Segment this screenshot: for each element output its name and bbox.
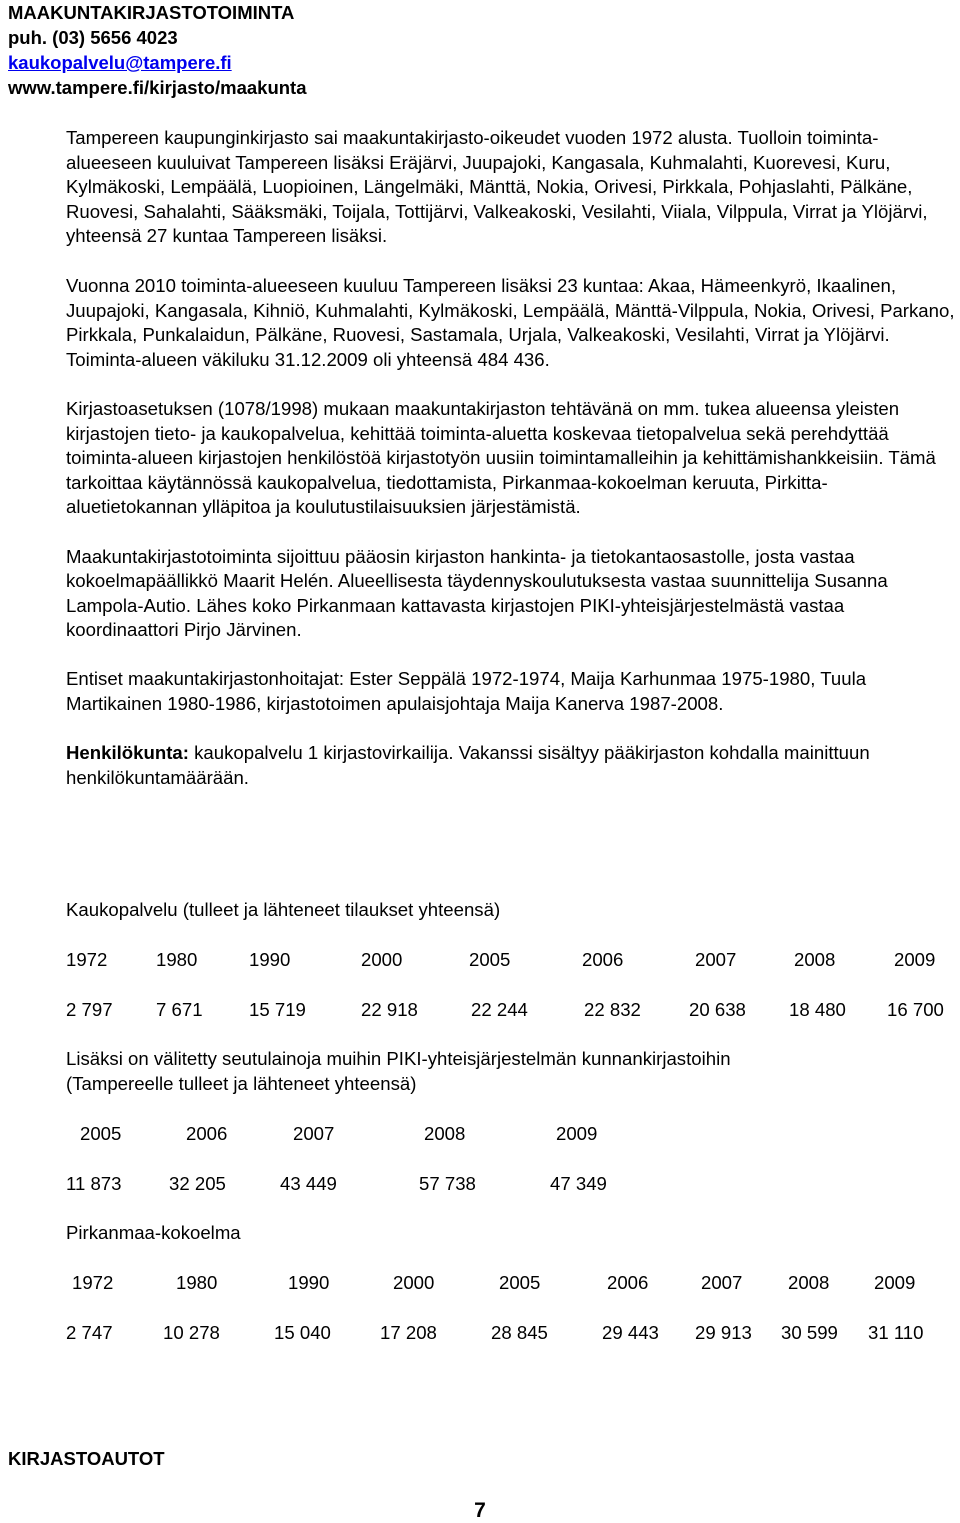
table-cell: 2009: [874, 1272, 916, 1293]
table-cell: 18 480: [789, 999, 846, 1020]
table-cell: 22 244: [471, 999, 528, 1020]
header-website: www.tampere.fi/kirjasto/maakunta: [8, 77, 307, 98]
paragraph-history: Tampereen kaupunginkirjasto sai maakuntakirjasto-oikeudet vuoden 1972 alusta. Tuolloin toiminta-alueeseen kuuluivat Tampereen lisäksi Eräjärvi, Juupajoki, Kangasala, Kuhmalahti, Kuorevesi, Kuru, Kylmäkoski, Lempäälä, Luopioinen, Längelmäki, Mänttä, Nokia, Orivesi, Pirkkala, Pohjaslahti, Pälkäne, Ruovesi, Sahalahti, Sääksmäki, Toijala, Tottijärvi, Valkeakoski, Vesilahti, Viiala, Vilppula, Virrat ja Ylöjärvi, yhteensä 27 kuntaa Tampereen lisäksi.: [66, 127, 928, 247]
seutulainat-title-line2: (Tampereelle tulleet ja lähteneet yhteensä): [66, 1073, 417, 1094]
kaukopalvelu-years-row: [0, 947, 960, 972]
table-cell: 2008: [788, 1272, 830, 1293]
seutulainat-values-row: [0, 1171, 960, 1196]
header-phone: puh. (03) 5656 4023: [8, 27, 178, 48]
table-cell: 2007: [695, 949, 737, 970]
paragraph-current-area: Vuonna 2010 toiminta-alueeseen kuuluu Tampereen lisäksi 23 kuntaa: Akaa, Hämeenkyrö, Ikaalinen, Juupajoki, Kangasala, Kihniö, Kuhmalahti, Kylmäkoski, Lempäälä, Mänttä-Vilppula, Nokia, Orivesi, Parkano, Pirkkala, Punkalaidun, Pälkäne, Ruovesi, Sastamala, Urjala, Valkeakoski, Vesilahti, Virrat ja Ylöjärvi. Toiminta-alueen väkiluku 31.12.2009 oli yhteensä 484 436.: [66, 274, 955, 370]
table-cell: 2008: [794, 949, 836, 970]
page-number: 7: [474, 1499, 486, 1522]
table-cell: 1972: [72, 1272, 114, 1293]
pirkanmaa-title: Pirkanmaa-kokoelma: [66, 1222, 241, 1243]
table-cell: 2 797: [66, 999, 113, 1020]
paragraph-staff: [66, 741, 956, 790]
table-cell: 29 913: [695, 1322, 752, 1343]
contact-header: [8, 0, 307, 100]
table-cell: 2008: [424, 1123, 466, 1144]
seutulainat-years-row: [0, 1121, 960, 1146]
table-cell: 1980: [156, 949, 198, 970]
table-cell: 2006: [186, 1123, 228, 1144]
pirkanmaa-years-row: [0, 1270, 960, 1295]
table-cell: 47 349: [550, 1173, 607, 1194]
table-cell: 2005: [80, 1123, 122, 1144]
header-title: MAAKUNTAKIRJASTOTOIMINTA: [8, 2, 295, 23]
table-cell: 1990: [288, 1272, 330, 1293]
table-cell: 22 832: [584, 999, 641, 1020]
table-cell: 2006: [607, 1272, 649, 1293]
table-cell: 2000: [393, 1272, 435, 1293]
table-cell: 2005: [469, 949, 511, 970]
table-cell: 43 449: [280, 1173, 337, 1194]
header-email-link[interactable]: kaukopalvelu@tampere.fi: [8, 52, 232, 73]
paragraph-organization: Maakuntakirjastotoiminta sijoittuu pääosin kirjaston hankinta- ja tietokantaosastolle, josta vastaa kokoelmapäällikkö Maarit Helén. Alueellisesta täydennyskoulutuksesta vastaa suunnittelija Susanna Lampola-Autio. Lähes koko Pirkanmaan kattavasta kirjastojen PIKI-yhteisjärjestelmästä vastaa koordinaattori Pirjo Järvinen.: [66, 545, 888, 641]
table-cell: 1990: [249, 949, 291, 970]
table-cell: 2009: [556, 1123, 598, 1144]
table-cell: 20 638: [689, 999, 746, 1020]
document-body: [66, 126, 956, 790]
paragraph-former-heads: Entiset maakuntakirjastonhoitajat: Ester Seppälä 1972-1974, Maija Karhunmaa 1975-1980, Tuula Martikainen 1980-1986, kirjastotoimen apulaisjohtaja Maija Kanerva 1987-2008.: [66, 668, 867, 715]
table-cell: 2 747: [66, 1322, 113, 1343]
table-cell: 32 205: [169, 1173, 226, 1194]
table-cell: 22 918: [361, 999, 418, 1020]
table-cell: 57 738: [419, 1173, 476, 1194]
table-cell: 30 599: [781, 1322, 838, 1343]
table-cell: 2000: [361, 949, 403, 970]
staff-label: Henkilökunta:: [66, 742, 189, 764]
staff-text: kaukopalvelu 1 kirjastovirkailija. Vakanssi sisältyy pääkirjaston kohdalla mainittuun henkilökuntamäärään.: [66, 742, 870, 788]
table-cell: 1980: [176, 1272, 218, 1293]
table-cell: 15 040: [274, 1322, 331, 1343]
table-cell: 2009: [894, 949, 936, 970]
table-cell: 11 873: [66, 1173, 122, 1194]
table-cell: 16 700: [887, 999, 944, 1020]
table-cell: 2006: [582, 949, 624, 970]
table-cell: 2007: [701, 1272, 743, 1293]
table-cell: 28 845: [491, 1322, 548, 1343]
table-cell: 1972: [66, 949, 108, 970]
seutulainat-title-line1: Lisäksi on välitetty seutulainoja muihin PIKI-yhteisjärjestelmän kunnankirjastoihin: [66, 1048, 731, 1069]
table-cell: 17 208: [380, 1322, 437, 1343]
table-cell: 2005: [499, 1272, 541, 1293]
pirkanmaa-values-row: [0, 1320, 960, 1345]
kaukopalvelu-title: Kaukopalvelu (tulleet ja lähteneet tilaukset yhteensä): [66, 899, 501, 920]
table-cell: 29 443: [602, 1322, 659, 1343]
table-cell: 31 110: [868, 1322, 924, 1343]
kaukopalvelu-values-row: [0, 997, 960, 1022]
paragraph-regulation: Kirjastoasetuksen (1078/1998) mukaan maakuntakirjaston tehtävänä on mm. tukea alueensa yleisten kirjastojen tieto- ja kaukopalvelua, kehittää toiminta-aluetta koskevaa tietopalvelua sekä perehdyttää toiminta-alueen kirjastojen henkilöstöä kirjastotyön uusiin toimintamalleihin ja kehittämishankkeisiin. Tämä tarkoittaa käytännössä kaukopalvelua, tiedottamista, Pirkanmaa-kokoelman keruuta, Pirkitta-aluetietokannan ylläpitoa ja koulutustilaisuuksien järjestämistä.: [66, 397, 936, 518]
section-title-kirjastoautot: KIRJASTOAUTOT: [8, 1448, 165, 1469]
table-cell: 7 671: [156, 999, 203, 1020]
table-cell: 10 278: [163, 1322, 220, 1343]
table-cell: 2007: [293, 1123, 335, 1144]
table-cell: 15 719: [249, 999, 306, 1020]
